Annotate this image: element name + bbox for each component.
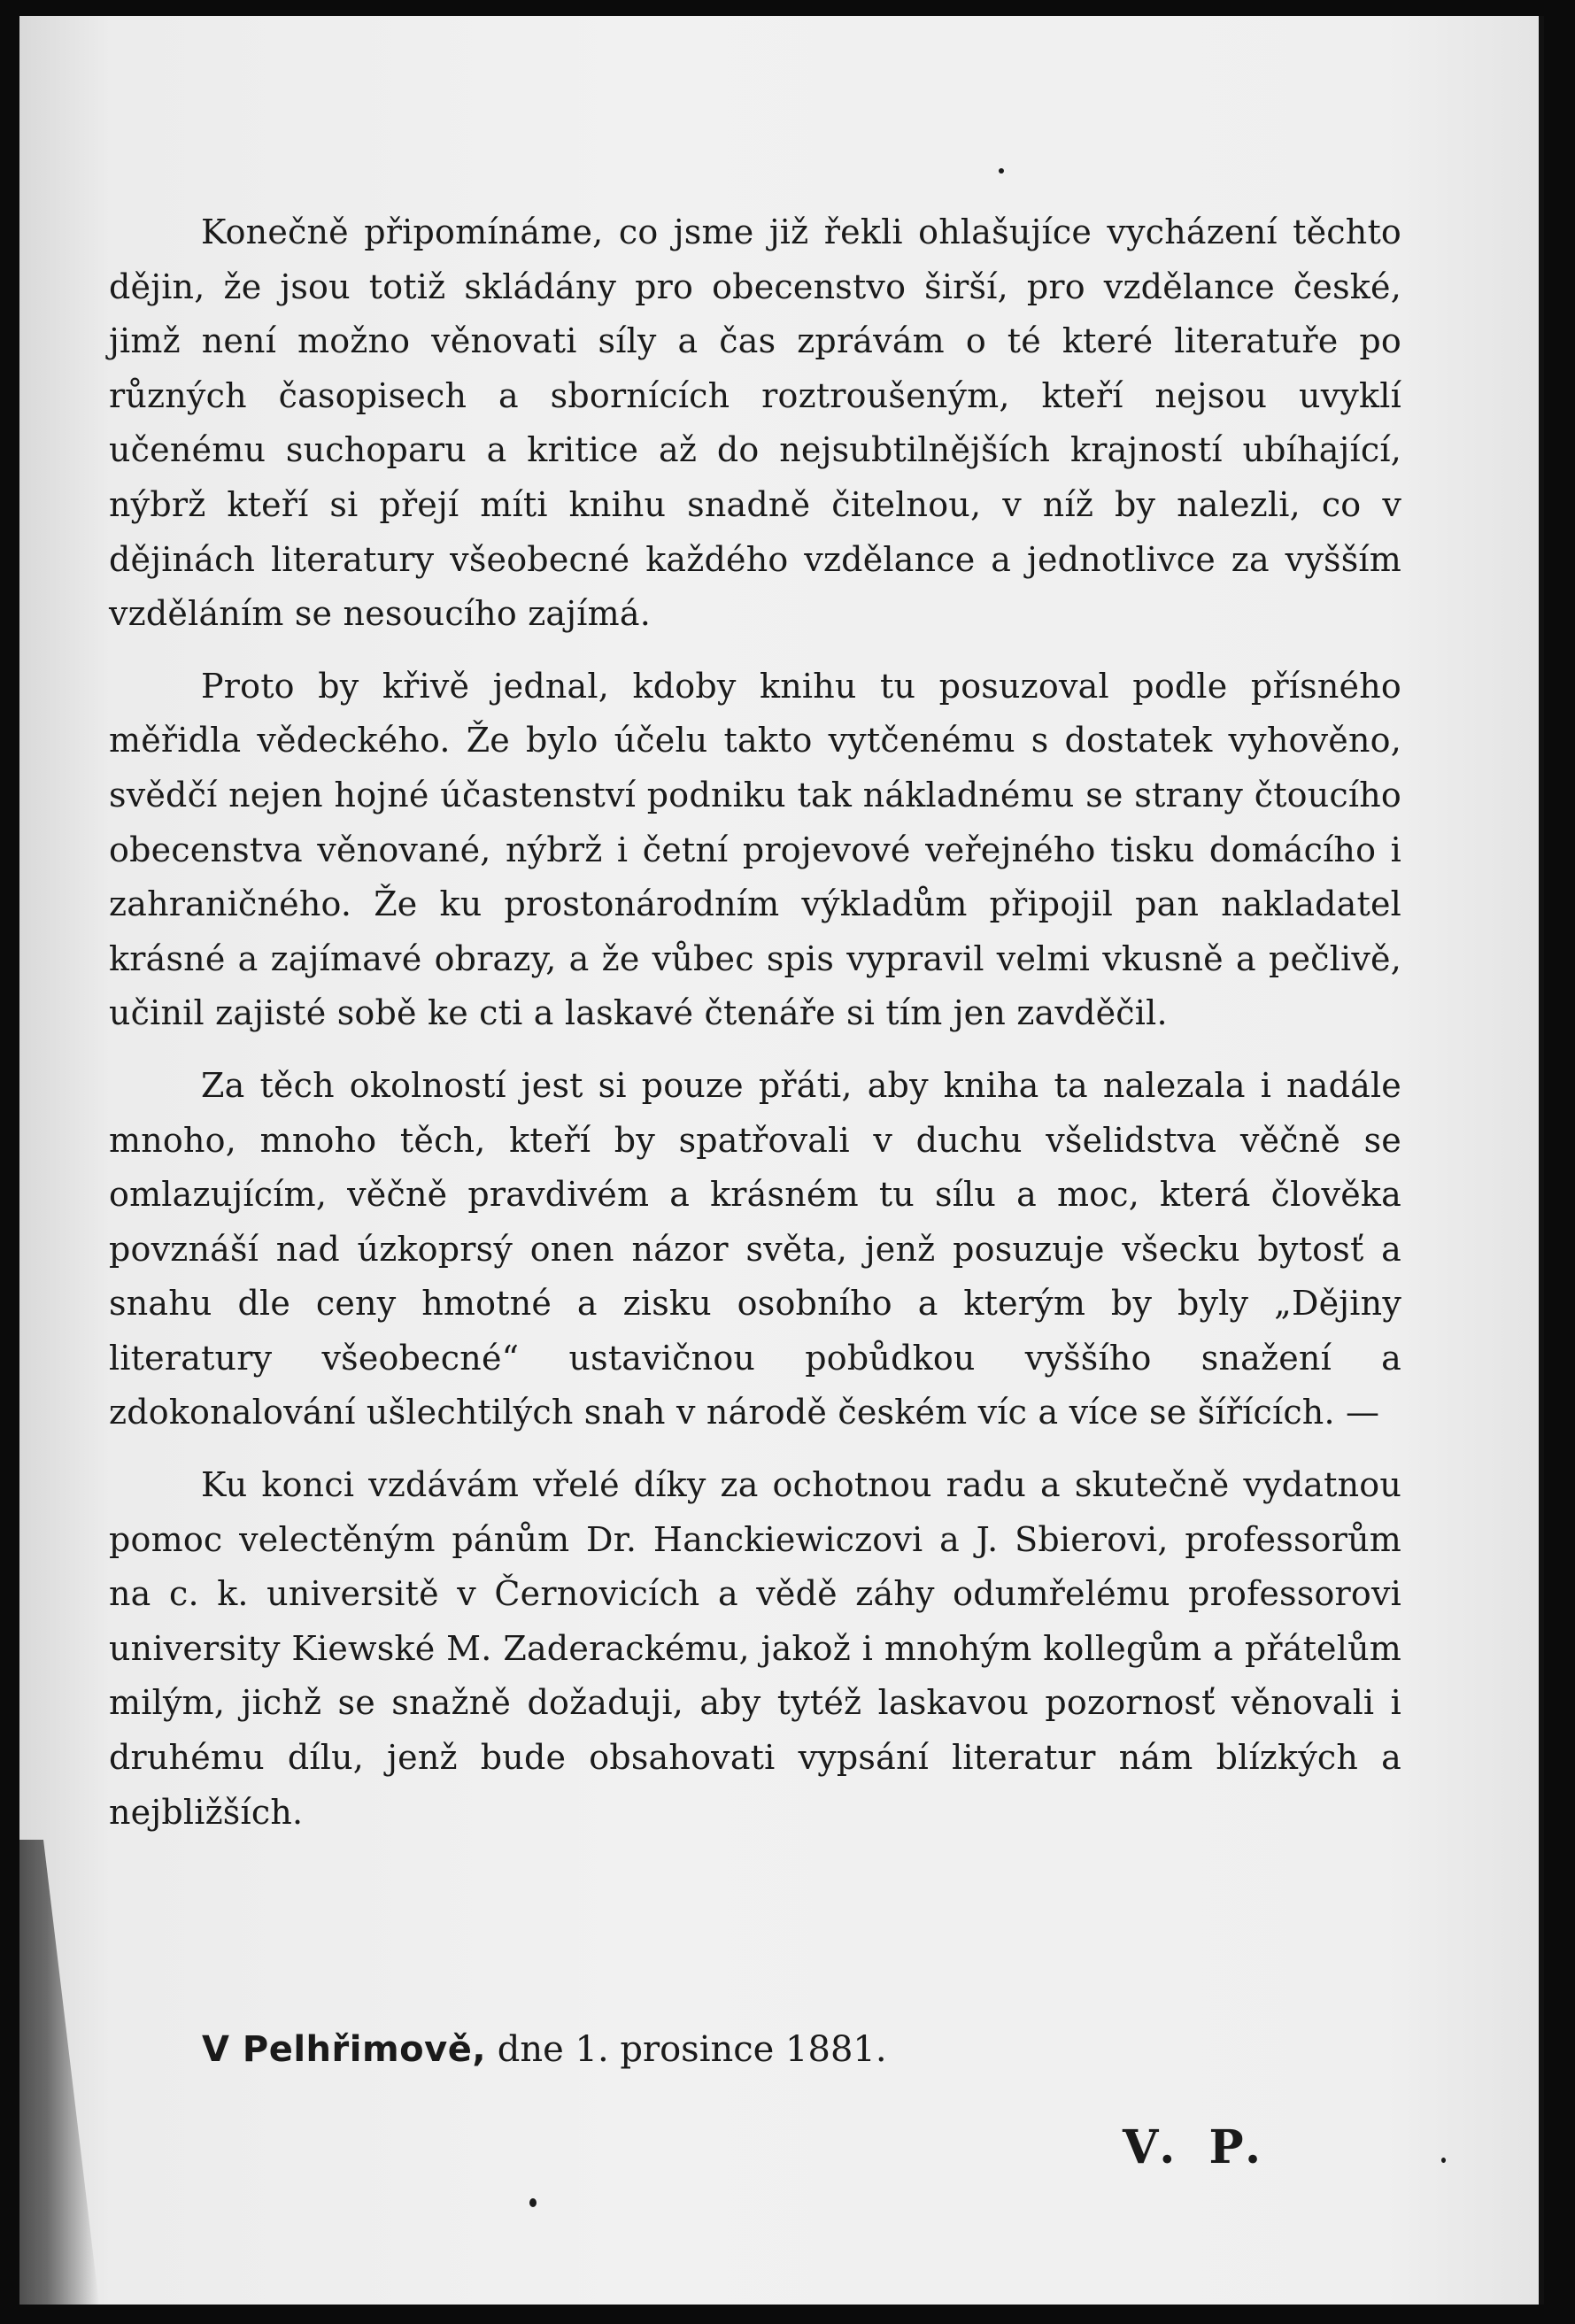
paragraph-1: Konečně připomínáme, co jsme již řekli ohlašujíce vycházení těchto dějin, že jsou totiž skládány pro obecenstvo širší, pro vzdělance české, jimž není možno věnovati síly a čas zprávám o té které literatuře po různých časopisech a sbornících roztroušeným, kteří nejsou uvyklí učenému suchoparu a kritice až do nejsubtilnějších krajností ubíhající, nýbrž kteří si přejí míti knihu snadně čitelnou, v níž by nalezli, co v dějinách literatury všeobecné každého vzdělance a jednotlivce za vyšším vzděláním se nesoucího zajímá. [109,212,1401,634]
closing-date: dne 1. prosince 1881. [497,2029,887,2070]
page-corner-shadow [19,1840,99,2305]
body-text [109,205,1401,1857]
ink-speck [1441,2158,1446,2163]
ink-speck [529,2198,537,2207]
author-initials: V. P. [1123,2120,1270,2174]
closing-place: V Pelhřimově, [202,2029,487,2070]
closing-line [202,2029,887,2070]
paragraph-4: Ku konci vzdávám vřelé díky za ochotnou radu a skutečně vydatnou pomoc velectěným pánům Dr. Hanckiewiczovi a J. Sbierovi, professorům na c. k. universitě v Černovicích a vědě záhy odumřelému professorovi university Kiewské M. Zaderackému, jakož i mnohým kollegům a přátelům milým, jichž se snažně dožaduji, aby tytéž laskavou pozornosť věnovali i druhému dílu, jenž bude obsahovati vypsání literatur nám blízkých a nejbližších. [109,1465,1401,1832]
paragraph-3: Za těch okolností jest si pouze přáti, aby kniha ta nalezala i nadále mnoho, mnoho těch, kteří by spatřovali v duchu všelidstva věčně se omlazujícím, věčně pravdivém a krásném tu sílu a moc, která člověka povznáší nad úzkoprsý onen názor světa, jenž posuzuje všecku bytosť a snahu dle ceny hmotné a zisku osobního a kterým by byly „Dějiny literatury všeobecné“ ustavičnou pobůdkou vyššího snažení a zdokonalování ušlechtilých snah v národě českém víc a více se šířících. — [109,1065,1401,1432]
ink-speck [999,168,1004,174]
paragraph-2: Proto by křivě jednal, kdoby knihu tu posuzoval podle přísného měřidla vědeckého. Že bylo účelu takto vytčenému s dostatek vyhověno, svědčí nejen hojné účastenství podniku tak nákladnému se strany čtoucího obecenstva věnované, nýbrž i četní projevové veřejného tisku domácího i zahraničného. Že ku prostonárodním výkladům připojil pan nakladatel krásné a zajímavé obrazy, a že vůbec spis vypravil velmi vkusně a pečlivě, učinil zajisté sobě ke cti a laskavé čtenáře si tím jen zavděčil. [109,666,1401,1033]
